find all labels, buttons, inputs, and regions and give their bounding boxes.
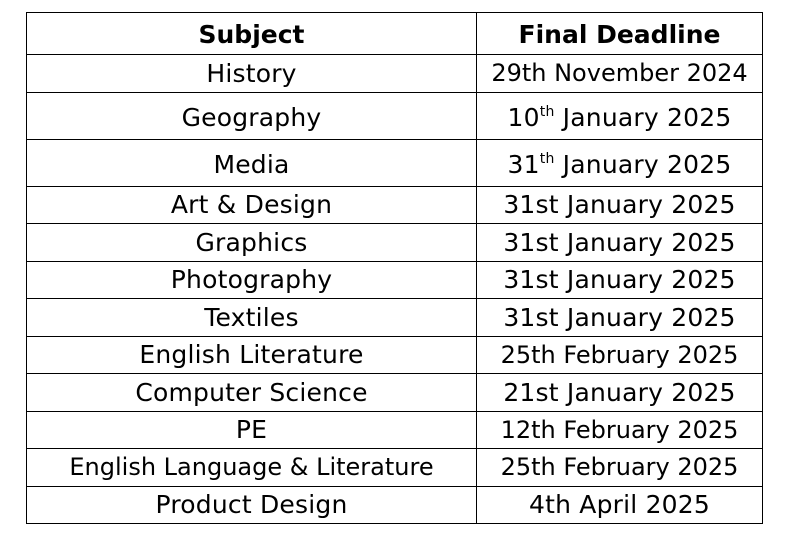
- ordinal-suffix: th: [539, 151, 555, 167]
- subject-cell: PE: [27, 411, 477, 449]
- table-row: [27, 55, 763, 93]
- subject-cell: Computer Science: [27, 374, 477, 412]
- deadline-cell: 31st January 2025: [477, 261, 763, 299]
- deadline-cell: [477, 139, 763, 186]
- table-row: [27, 336, 763, 374]
- table-row: [27, 224, 763, 262]
- subject-cell: English Literature: [27, 336, 477, 374]
- table-row: [27, 186, 763, 224]
- deadline-cell: 31st January 2025: [477, 224, 763, 262]
- deadline-cell: 4th April 2025: [477, 486, 763, 524]
- deadline-day: 10: [507, 103, 540, 132]
- deadline-cell: 12th February 2025: [477, 411, 763, 449]
- table-row: [27, 139, 763, 186]
- table-row: [27, 299, 763, 337]
- subject-cell: History: [27, 55, 477, 93]
- subject-cell: Media: [27, 139, 477, 186]
- table-row: [27, 261, 763, 299]
- deadline-month-year: January 2025: [554, 103, 732, 132]
- deadline-cell: 31st January 2025: [477, 186, 763, 224]
- final-deadline-column-header: Final Deadline: [477, 13, 763, 55]
- subject-cell: Textiles: [27, 299, 477, 337]
- deadlines-table: [26, 12, 763, 524]
- deadline-month-year: January 2025: [554, 150, 732, 179]
- table-row: [27, 374, 763, 412]
- deadline-cell: [477, 92, 763, 139]
- header-row: [27, 13, 763, 55]
- subject-cell: Graphics: [27, 224, 477, 262]
- subject-cell: Product Design: [27, 486, 477, 524]
- subject-cell: English Language & Literature: [27, 449, 477, 487]
- deadline-day: 31: [507, 150, 540, 179]
- deadline-cell: 31st January 2025: [477, 299, 763, 337]
- subject-cell: Geography: [27, 92, 477, 139]
- deadline-cell: 21st January 2025: [477, 374, 763, 412]
- subject-column-header: Subject: [27, 13, 477, 55]
- table-row: [27, 486, 763, 524]
- subject-cell: Photography: [27, 261, 477, 299]
- ordinal-suffix: th: [539, 104, 555, 120]
- deadline-cell: 25th February 2025: [477, 449, 763, 487]
- deadline-cell: 25th February 2025: [477, 336, 763, 374]
- table-row: [27, 411, 763, 449]
- table-row: [27, 92, 763, 139]
- table-row: [27, 449, 763, 487]
- deadline-cell: 29th November 2024: [477, 55, 763, 93]
- subject-cell: Art & Design: [27, 186, 477, 224]
